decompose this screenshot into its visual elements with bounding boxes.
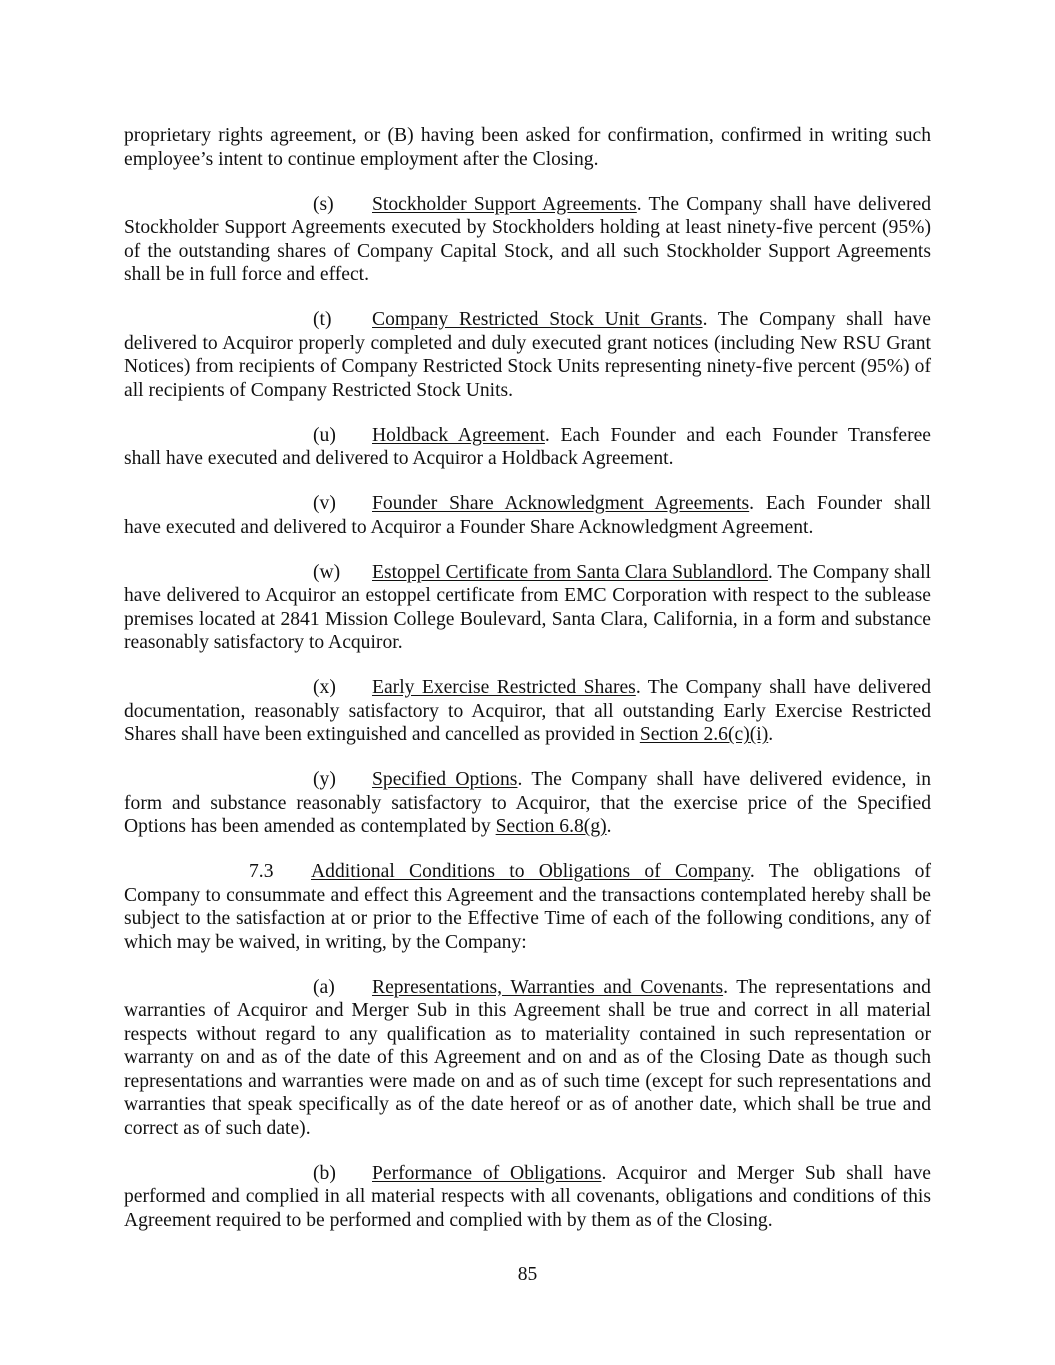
document-page	[124, 124, 931, 1254]
section-label: (u)	[313, 424, 336, 446]
section-number: 7.3	[249, 861, 274, 882]
section-u	[124, 424, 931, 471]
section-heading: Stockholder Support Agreements	[372, 193, 637, 215]
section-s	[124, 193, 931, 287]
section-heading: Estoppel Certificate from Santa Clara Sublandlord	[372, 561, 768, 583]
section-tail: .	[768, 724, 774, 745]
page-number: 85	[517, 1264, 538, 1285]
section-heading: Company Restricted Stock Unit Grants	[372, 309, 703, 330]
section-reference-link: Section 2.6(c)(i)	[639, 724, 769, 745]
section-t	[124, 308, 931, 402]
section-body: . The Company shall have delivered to Acquiror properly completed and duly executed grant notices (including New RSU Grant Notices) from recipients of Company Restricted Stock Units representing ninety-five percent (95%) of all recipients of Company Restricted Stock Units.	[124, 309, 931, 401]
section-body: . The Company shall have delivered evidence, in form and substance reasonably satisfactory to Acquiror, that the exercise price of the Specified Options has been amended as contemplated by	[124, 769, 931, 837]
section-body: . The Company shall have delivered to Acquiror an estoppel certificate from EMC Corporation with respect to the sublease premises located at 2841 Mission College Boulevard, Santa Clara, California, in a form and substance reasonably satisfactory to Acquiror.	[124, 561, 932, 653]
section-heading: Holdback Agreement	[372, 424, 545, 446]
section-reference-link: Section 6.8(g)	[495, 816, 607, 837]
section-label: (b)	[313, 1162, 336, 1184]
section-label: (s)	[313, 193, 334, 215]
section-w	[124, 561, 931, 655]
section-body: . The Company shall have delivered Stockholder Support Agreements executed by Stockholders holding at least ninety-five percent (95%) of the outstanding shares of Company Capital Stock, and all such Stockholder Support Agreements shall be in full force and effect.	[124, 193, 931, 285]
section-tail: .	[606, 816, 612, 837]
section-label: (v)	[313, 493, 336, 514]
section-7-3	[124, 860, 931, 954]
section-label: (x)	[313, 677, 336, 698]
section-heading: Specified Options	[372, 769, 518, 790]
section-label: (a)	[313, 976, 335, 998]
paragraph-text: proprietary rights agreement, or (B) having been asked for confirmation, confirmed in writing such employee’s intent to continue employment after the Closing.	[124, 125, 931, 170]
section-y	[124, 768, 931, 839]
continuation-paragraph	[124, 124, 931, 171]
section-body: . Acquiror and Merger Sub shall have performed and complied in all material respects with all covenants, obligations and conditions of this Agreement required to be performed and complied with by them as of the Closing.	[124, 1162, 931, 1231]
section-body: . The Company shall have delivered documentation, reasonably satisfactory to Acquiror, that all outstanding Early Exercise Restricted Shares shall have been extinguished and cancelled as provided in	[124, 677, 931, 745]
subsection-7-3-b	[124, 1162, 931, 1233]
section-heading: Performance of Obligations	[372, 1162, 602, 1184]
section-heading: Representations, Warranties and Covenants	[372, 976, 724, 998]
section-body: . The representations and warranties of Acquiror and Merger Sub in this Agreement shall be true and correct in all material respects without regard to any qualification as to materiality contained in such representation or warranty on and as of the date of this Agreement and on and as of the Closing Date as though such representations and warranties were made on and as of such time (except for such representations and warranties that speak specifically as of the date hereof or as of another date, which shall be true and correct as of such date).	[124, 976, 931, 1139]
section-x	[124, 676, 931, 747]
section-body: . Each Founder and each Founder Transferee shall have executed and delivered to Acquiror a Holdback Agreement.	[124, 424, 931, 469]
section-heading: Early Exercise Restricted Shares	[372, 677, 636, 698]
section-v	[124, 492, 931, 539]
section-label: (w)	[313, 561, 341, 583]
section-body: . The obligations of Company to consummate and effect this Agreement and the transactions contemplated hereby shall be subject to the satisfaction at or prior to the Effective Time of each of the following conditions, any of which may be waived, in writing, by the Company:	[124, 861, 931, 953]
section-heading: Additional Conditions to Obligations of Company	[311, 861, 750, 882]
section-heading: Founder Share Acknowledgment Agreements	[372, 493, 750, 514]
section-label: (y)	[313, 769, 336, 790]
subsection-7-3-a	[124, 976, 931, 1141]
section-label: (t)	[313, 309, 332, 330]
section-body: . Each Founder shall have executed and delivered to Acquiror a Founder Share Acknowledgment Agreement.	[124, 493, 931, 538]
